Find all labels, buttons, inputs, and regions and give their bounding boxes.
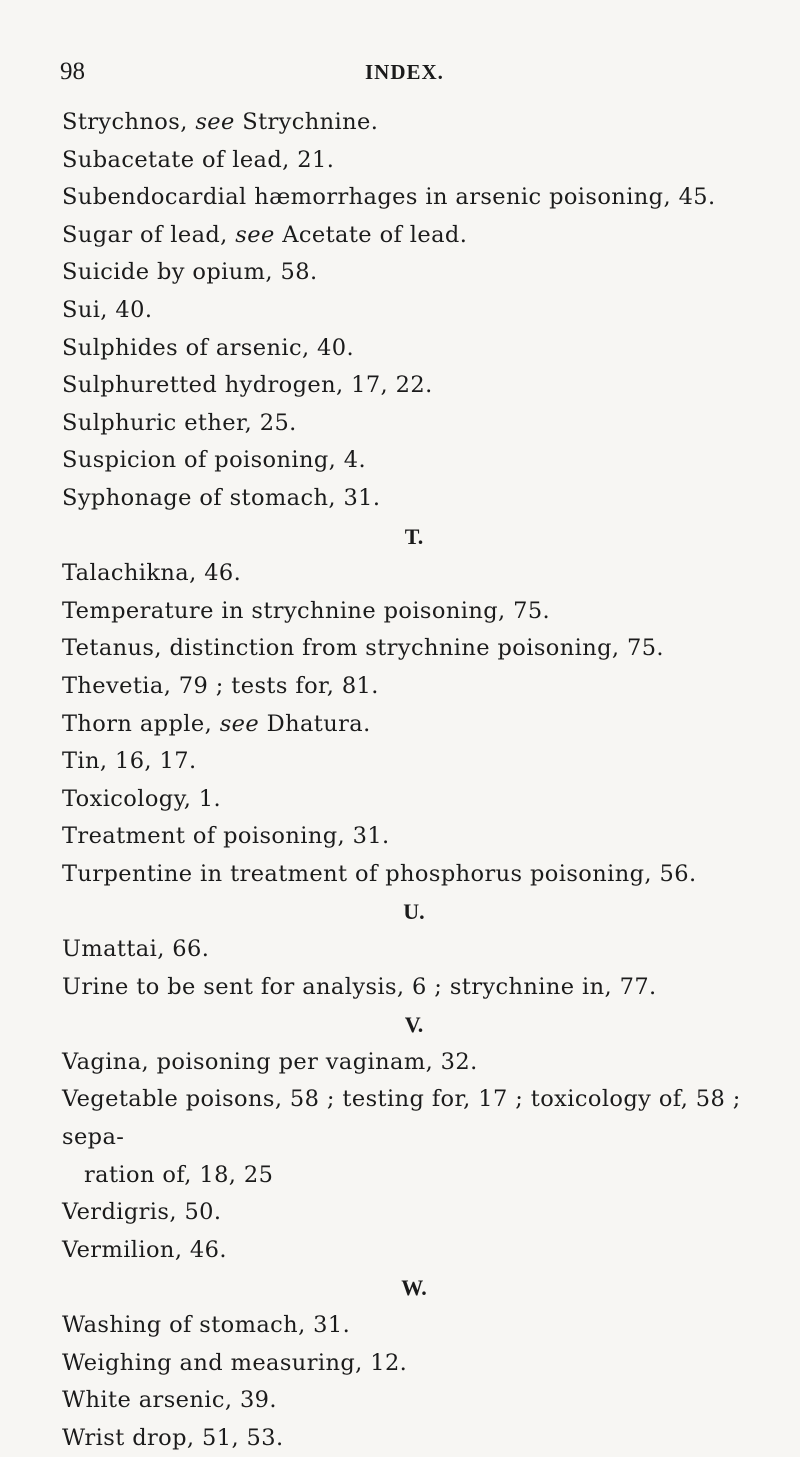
entry-continuation: ration of, 18, 25 bbox=[84, 1161, 274, 1188]
section-letter-heading: V. bbox=[404, 1012, 424, 1038]
entry-text: Dhatura. bbox=[259, 710, 371, 737]
index-entry bbox=[62, 1345, 798, 1383]
index-entry bbox=[62, 1420, 798, 1457]
cross-reference-see: see bbox=[235, 221, 275, 248]
index-entry bbox=[62, 743, 798, 781]
entry-text: Toxicology, 1. bbox=[62, 785, 222, 812]
running-title: INDEX. bbox=[365, 60, 444, 84]
index-entry bbox=[62, 292, 798, 330]
entry-text: Strychnos, bbox=[62, 109, 196, 135]
entry-text: White arsenic, 39. bbox=[62, 1387, 277, 1414]
entry-text: Verdigris, 50. bbox=[62, 1199, 222, 1226]
index-entry bbox=[62, 1232, 798, 1270]
page-number: 98 bbox=[60, 58, 85, 85]
entry-text: Urine to be sent for analysis, 6 ; strychnine in, 77. bbox=[62, 973, 657, 1000]
entry-text: Umattai, 66. bbox=[62, 936, 210, 963]
index-entry bbox=[62, 818, 798, 856]
index-entry bbox=[62, 1382, 798, 1420]
index-entry bbox=[62, 781, 798, 819]
section-letter-heading: T. bbox=[404, 523, 424, 549]
entry-text: Washing of stomach, 31. bbox=[62, 1312, 351, 1338]
section-letter-heading: U. bbox=[403, 899, 425, 925]
entry-text: Treatment of poisoning, 31. bbox=[62, 823, 390, 850]
entry-text: Thevetia, 79 ; tests for, 81. bbox=[62, 672, 379, 699]
entry-text: Weighing and measuring, 12. bbox=[62, 1349, 408, 1376]
index-entry bbox=[62, 931, 798, 969]
index-entry bbox=[62, 1044, 798, 1082]
entry-text: Subendocardial hæmorrhages in arsenic poisoning, 45. bbox=[62, 184, 716, 211]
index-entry bbox=[62, 104, 798, 142]
index-entry bbox=[62, 856, 798, 894]
index-entry bbox=[62, 405, 798, 443]
entry-text: Syphonage of stomach, 31. bbox=[62, 484, 381, 511]
entry-text: Vegetable poisons, 58 ; testing for, 17 ; toxicology of, 58 ; sepa- bbox=[62, 1086, 741, 1151]
entry-text: Sui, 40. bbox=[62, 296, 153, 323]
entry-text: Acetate of lead. bbox=[274, 221, 468, 248]
index-entries bbox=[62, 104, 798, 1457]
entry-text: Vagina, poisoning per vaginam, 32. bbox=[62, 1048, 478, 1075]
entry-text: Tin, 16, 17. bbox=[62, 748, 197, 775]
index-entry bbox=[62, 142, 798, 180]
index-entry bbox=[62, 668, 798, 706]
entry-text: Temperature in strychnine poisoning, 75. bbox=[62, 597, 551, 624]
entry-text: Suspicion of poisoning, 4. bbox=[62, 447, 367, 474]
cross-reference-see: see bbox=[195, 109, 235, 135]
entry-text: Wrist drop, 51, 53. bbox=[62, 1424, 284, 1451]
index-entry bbox=[62, 442, 798, 480]
entry-text: Strychnine. bbox=[234, 109, 379, 135]
index-entry bbox=[62, 179, 798, 217]
entry-text: Talachikna, 46. bbox=[62, 560, 242, 587]
entry-text: Sugar of lead, bbox=[62, 221, 236, 248]
index-entry bbox=[62, 593, 798, 631]
entry-text: Subacetate of lead, 21. bbox=[62, 146, 335, 173]
entry-text: Vermilion, 46. bbox=[62, 1236, 227, 1263]
index-entry bbox=[62, 969, 798, 1007]
index-entry bbox=[62, 330, 798, 368]
page-header bbox=[0, 58, 800, 98]
index-entry bbox=[62, 1194, 798, 1232]
entry-text: Suicide by opium, 58. bbox=[62, 259, 318, 286]
index-entry bbox=[62, 555, 798, 593]
entry-text: Sulphuric ether, 25. bbox=[62, 409, 297, 436]
entry-text: Turpentine in treatment of phosphorus poisoning, 56. bbox=[62, 860, 697, 887]
entry-text: Sulphides of arsenic, 40. bbox=[62, 334, 355, 361]
index-entry bbox=[62, 217, 798, 255]
cross-reference-see: see bbox=[219, 710, 260, 737]
index-entry bbox=[62, 630, 798, 668]
index-entry bbox=[62, 367, 798, 405]
index-entry bbox=[62, 480, 798, 518]
index-entry bbox=[62, 254, 798, 292]
section-letter-heading: W. bbox=[401, 1275, 427, 1301]
index-entry bbox=[62, 1307, 798, 1345]
index-entry bbox=[62, 1081, 798, 1194]
entry-text: Sulphuretted hydrogen, 17, 22. bbox=[62, 372, 433, 399]
entry-text: Tetanus, distinction from strychnine poisoning, 75. bbox=[62, 635, 664, 662]
entry-text: Thorn apple, bbox=[62, 710, 220, 737]
index-entry bbox=[62, 706, 798, 744]
